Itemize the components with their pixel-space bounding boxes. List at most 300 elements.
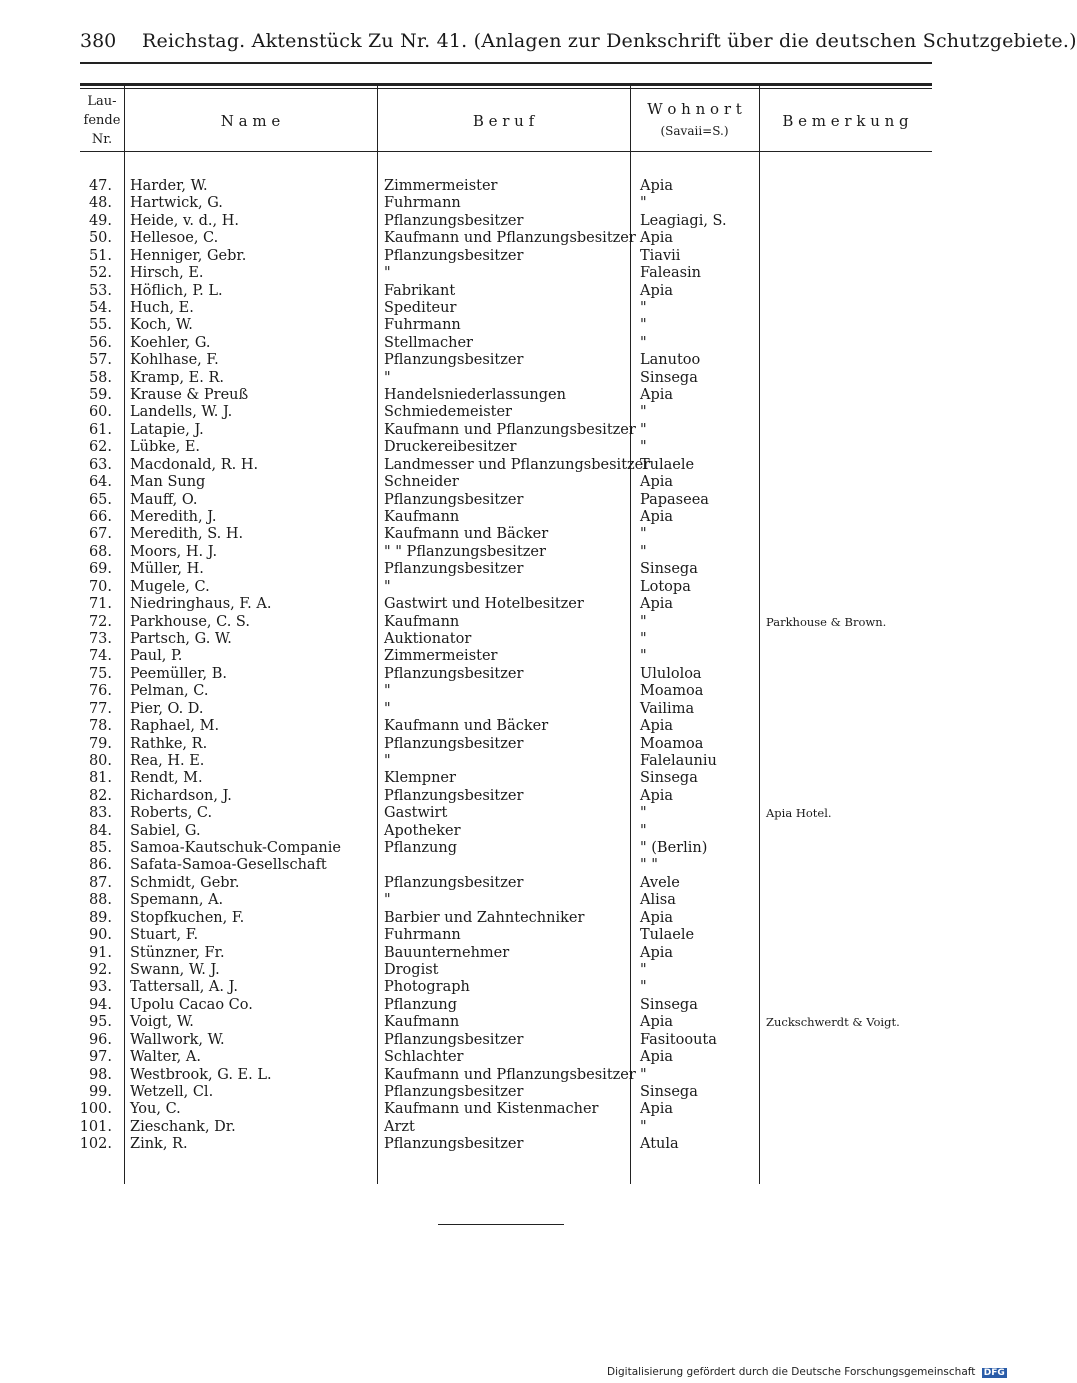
- row-beruf: Kaufmann und Bäcker: [384, 526, 549, 543]
- row-beruf: ": [384, 892, 391, 909]
- row-beruf: Pflanzung: [384, 840, 458, 857]
- row-number: 55.: [88, 317, 112, 334]
- row-wohnort: ": [640, 526, 647, 543]
- row-beruf: Photograph: [384, 979, 470, 996]
- row-wohnort: ": [640, 439, 647, 456]
- row-number: 88.: [88, 892, 112, 909]
- row-name: Pier, O. D.: [130, 700, 204, 717]
- row-beruf: Handelsniederlassungen: [384, 387, 566, 404]
- table-row: [0, 352, 1000, 369]
- table-row: [0, 770, 1000, 787]
- row-name: Meredith, J.: [130, 509, 217, 526]
- row-name: Raphael, M.: [130, 718, 220, 735]
- page-header: [80, 30, 1077, 58]
- row-name: Richardson, J.: [130, 787, 232, 804]
- row-name: Swann, W. J.: [130, 961, 220, 978]
- row-wohnort: " (Berlin): [640, 840, 708, 857]
- row-number: 61.: [88, 421, 112, 438]
- row-wohnort: Alisa: [640, 892, 676, 909]
- row-bemerkung: Apia Hotel.: [766, 806, 832, 821]
- row-name: Müller, H.: [130, 561, 204, 578]
- table-row: [0, 631, 1000, 648]
- row-name: Spemann, A.: [130, 892, 224, 909]
- table-row: [0, 387, 1000, 404]
- row-wohnort: ": [640, 1118, 647, 1135]
- row-name: Koch, W.: [130, 317, 193, 334]
- row-number: 91.: [88, 944, 112, 961]
- row-beruf: Klempner: [384, 770, 456, 787]
- row-wohnort: Apia: [640, 230, 674, 247]
- row-number: 64.: [88, 474, 112, 491]
- row-number: 77.: [88, 700, 112, 717]
- table-row: [0, 230, 1000, 247]
- table-row: [0, 213, 1000, 230]
- row-wohnort: Apia: [640, 596, 674, 613]
- row-beruf: Kaufmann und Kistenmacher: [384, 1101, 599, 1118]
- row-beruf: Spediteur: [384, 299, 457, 316]
- row-name: Paul, P.: [130, 648, 183, 665]
- row-beruf: ": [384, 683, 391, 700]
- row-number: 76.: [88, 683, 112, 700]
- row-beruf: Pflanzungsbesitzer: [384, 491, 524, 508]
- row-beruf: Kaufmann: [384, 1014, 460, 1031]
- row-wohnort: Leagiagi, S.: [640, 212, 727, 229]
- row-beruf: Kaufmann: [384, 509, 460, 526]
- page-number: 380: [80, 30, 117, 52]
- table-row: [0, 492, 1000, 509]
- row-beruf: Pflanzungsbesitzer: [384, 787, 524, 804]
- header-bottom-rule: [80, 151, 932, 152]
- column-header-bemerkung: B e m e r k u n g: [782, 112, 909, 130]
- row-wohnort: Papaseea: [640, 491, 709, 508]
- table-row: [0, 283, 1000, 300]
- table-row: [0, 544, 1000, 561]
- table-row: [0, 927, 1000, 944]
- row-number: 101.: [79, 1118, 112, 1135]
- row-wohnort: Vailima: [640, 700, 695, 717]
- row-number: 81.: [88, 770, 112, 787]
- dfg-logo: DFG: [983, 1368, 1005, 1378]
- row-beruf: ": [384, 578, 391, 595]
- row-bemerkung: Zuckschwerdt & Voigt.: [766, 1015, 900, 1030]
- row-beruf: Fuhrmann: [384, 317, 461, 334]
- row-number: 80.: [88, 752, 112, 769]
- row-wohnort: ": [640, 299, 647, 316]
- row-wohnort: Apia: [640, 178, 674, 194]
- row-beruf: Landmesser und Pflanzungsbesitzer: [384, 456, 651, 473]
- row-name: Meredith, S. H.: [130, 526, 244, 543]
- row-wohnort: " ": [640, 857, 658, 874]
- row-wohnort: Ululoloa: [640, 665, 702, 682]
- row-name: Rathke, R.: [130, 735, 208, 752]
- table-row: [0, 195, 1000, 212]
- row-number: 90.: [88, 927, 112, 944]
- row-number: 71.: [88, 596, 112, 613]
- row-wohnort: ": [640, 613, 647, 630]
- row-wohnort: ": [640, 805, 647, 822]
- table-row: [0, 561, 1000, 578]
- row-number: 98.: [88, 1066, 112, 1083]
- row-name: Niedringhaus, F. A.: [130, 596, 272, 613]
- row-beruf: Kaufmann und Pflanzungsbesitzer: [384, 230, 636, 247]
- row-beruf: Fuhrmann: [384, 195, 461, 212]
- row-wohnort: ": [640, 630, 647, 647]
- row-wohnort: Moamoa: [640, 735, 704, 752]
- row-number: 83.: [88, 805, 112, 822]
- row-name: Peemüller, B.: [130, 665, 228, 682]
- table-row: [0, 1136, 1000, 1153]
- row-wohnort: Apia: [640, 1014, 674, 1031]
- row-beruf: Pflanzungsbesitzer: [384, 665, 524, 682]
- table-row: [0, 875, 1000, 892]
- table-body: [0, 178, 1000, 1154]
- footer-text: Digitalisierung gefördert durch die Deutsche Forschungsgemeinschaft: [607, 1366, 976, 1378]
- table-top-rule: [80, 83, 932, 86]
- table-row: [0, 457, 1000, 474]
- row-beruf: Pflanzungsbesitzer: [384, 247, 524, 264]
- row-wohnort: Sinsega: [640, 770, 698, 787]
- row-number: 84.: [88, 822, 112, 839]
- row-number: 58.: [88, 369, 112, 386]
- row-number: 65.: [88, 491, 112, 508]
- row-number: 78.: [88, 718, 112, 735]
- row-beruf: Pflanzung: [384, 996, 458, 1013]
- table-row: [0, 509, 1000, 526]
- row-name: Schmidt, Gebr.: [130, 874, 240, 891]
- row-wohnort: Sinsega: [640, 1083, 698, 1100]
- row-name: Pelman, C.: [130, 683, 209, 700]
- row-beruf: Kaufmann: [384, 613, 460, 630]
- row-name: Roberts, C.: [130, 805, 213, 822]
- column-header-name: N a m e: [220, 112, 281, 130]
- header-rule: [80, 62, 932, 64]
- row-number: 82.: [88, 787, 112, 804]
- row-beruf: ": [384, 369, 391, 386]
- table-row: [0, 300, 1000, 317]
- row-number: 62.: [88, 439, 112, 456]
- row-beruf: Pflanzungsbesitzer: [384, 735, 524, 752]
- row-wohnort: ": [640, 195, 647, 212]
- row-beruf: Pflanzungsbesitzer: [384, 561, 524, 578]
- row-beruf: Apotheker: [384, 822, 461, 839]
- row-wohnort: ": [640, 822, 647, 839]
- row-beruf: ": [384, 752, 391, 769]
- row-beruf: Pflanzungsbesitzer: [384, 1083, 524, 1100]
- row-wohnort: Sinsega: [640, 996, 698, 1013]
- table-row: [0, 718, 1000, 735]
- table-row: [0, 1049, 1000, 1066]
- row-wohnort: Tulaele: [640, 927, 695, 944]
- table-row: [0, 422, 1000, 439]
- row-beruf: Bauunternehmer: [384, 944, 510, 961]
- footer: [607, 1366, 1007, 1378]
- row-wohnort: Apia: [640, 787, 674, 804]
- row-wohnort: Sinsega: [640, 561, 698, 578]
- row-name: Kramp, E. R.: [130, 369, 224, 386]
- row-wohnort: Apia: [640, 509, 674, 526]
- row-name: Walter, A.: [130, 1049, 201, 1066]
- row-name: Zink, R.: [130, 1136, 188, 1153]
- table-row: [0, 614, 1000, 631]
- row-wohnort: Apia: [640, 909, 674, 926]
- row-name: Henniger, Gebr.: [130, 247, 247, 264]
- row-number: 100.: [79, 1101, 112, 1118]
- row-name: Rendt, M.: [130, 770, 203, 787]
- row-wohnort: Apia: [640, 282, 674, 299]
- row-name: Mugele, C.: [130, 578, 210, 595]
- column-header-beruf: B e r u f: [472, 112, 535, 130]
- row-wohnort: Falelauniu: [640, 752, 717, 769]
- table-row: [0, 596, 1000, 613]
- table-row: [0, 648, 1000, 665]
- table-row: [0, 857, 1000, 874]
- row-wohnort: Atula: [640, 1136, 679, 1153]
- row-wohnort: Sinsega: [640, 369, 698, 386]
- row-name: Samoa-Kautschuk-Companie: [130, 840, 341, 857]
- row-number: 53.: [88, 282, 112, 299]
- row-beruf: Druckereibesitzer: [384, 439, 517, 456]
- row-name: Heide, v. d., H.: [130, 212, 239, 229]
- row-number: 66.: [88, 509, 112, 526]
- row-name: Parkhouse, C. S.: [130, 613, 250, 630]
- row-wohnort: ": [640, 1066, 647, 1083]
- row-beruf: Fabrikant: [384, 282, 456, 299]
- column-header-wohnort-sub: (Savaii=S.): [660, 124, 729, 138]
- row-name: Wetzell, Cl.: [130, 1083, 214, 1100]
- row-number: 67.: [88, 526, 112, 543]
- table-row: [0, 945, 1000, 962]
- row-number: 63.: [88, 456, 112, 473]
- row-name: You, C.: [130, 1101, 181, 1118]
- table-row: [0, 788, 1000, 805]
- table-row: [0, 823, 1000, 840]
- row-wohnort: ": [640, 961, 647, 978]
- table-row: [0, 962, 1000, 979]
- row-beruf: Kaufmann und Pflanzungsbesitzer: [384, 1066, 636, 1083]
- table-row: [0, 579, 1000, 596]
- row-wohnort: Lotopa: [640, 578, 691, 595]
- row-name: Stünzner, Fr.: [130, 944, 225, 961]
- row-beruf: Pflanzungsbesitzer: [384, 874, 524, 891]
- row-number: 49.: [88, 212, 112, 229]
- table-row: [0, 840, 1000, 857]
- table-row: [0, 317, 1000, 334]
- row-beruf: Pflanzungsbesitzer: [384, 212, 524, 229]
- row-beruf: Zimmermeister: [384, 648, 498, 665]
- row-beruf: ": [384, 700, 391, 717]
- table-row: [0, 979, 1000, 996]
- row-name: Stopfkuchen, F.: [130, 909, 245, 926]
- row-name: Landells, W. J.: [130, 404, 233, 421]
- table-row: [0, 248, 1000, 265]
- row-beruf: Zimmermeister: [384, 178, 498, 194]
- row-beruf: Auktionator: [384, 630, 472, 647]
- row-name: Man Sung: [130, 474, 206, 491]
- table-row: [0, 1014, 1000, 1031]
- row-beruf: ": [384, 265, 391, 282]
- table-row: [0, 701, 1000, 718]
- row-number: 73.: [88, 630, 112, 647]
- column-header-nr: Lau- fende Nr.: [83, 94, 121, 147]
- row-number: 57.: [88, 352, 112, 369]
- table-row: [0, 1119, 1000, 1136]
- row-wohnort: Apia: [640, 387, 674, 404]
- table-row: [0, 666, 1000, 683]
- row-name: Wallwork, W.: [130, 1031, 225, 1048]
- row-name: Upolu Cacao Co.: [130, 996, 253, 1013]
- row-name: Höflich, P. L.: [130, 282, 223, 299]
- row-beruf: Fuhrmann: [384, 927, 461, 944]
- row-wohnort: Apia: [640, 1101, 674, 1118]
- row-number: 97.: [88, 1049, 112, 1066]
- row-name: Macdonald, R. H.: [130, 456, 259, 473]
- row-number: 69.: [88, 561, 112, 578]
- row-beruf: Drogist: [384, 961, 439, 978]
- row-wohnort: Fasitoouta: [640, 1031, 717, 1048]
- row-number: 94.: [88, 996, 112, 1013]
- row-name: Hartwick, G.: [130, 195, 223, 212]
- row-beruf: Kaufmann und Bäcker: [384, 718, 549, 735]
- table-row: [0, 736, 1000, 753]
- row-wohnort: ": [640, 404, 647, 421]
- row-name: Kohlhase, F.: [130, 352, 219, 369]
- table-row: [0, 1067, 1000, 1084]
- row-name: Koehler, G.: [130, 334, 211, 351]
- table-row: [0, 1101, 1000, 1118]
- row-wohnort: Lanutoo: [640, 352, 701, 369]
- row-number: 89.: [88, 909, 112, 926]
- row-wohnort: Apia: [640, 944, 674, 961]
- row-number: 54.: [88, 299, 112, 316]
- row-name: Partsch, G. W.: [130, 630, 232, 647]
- table-row: [0, 1032, 1000, 1049]
- row-name: Hirsch, E.: [130, 265, 204, 282]
- row-number: 102.: [79, 1136, 112, 1153]
- row-wohnort: ": [640, 543, 647, 560]
- row-wohnort: ": [640, 317, 647, 334]
- row-number: 56.: [88, 334, 112, 351]
- row-wohnort: ": [640, 979, 647, 996]
- row-number: 92.: [88, 961, 112, 978]
- column-header-wohnort: W o h n o r t: [647, 100, 742, 118]
- row-name: Lübke, E.: [130, 439, 201, 456]
- row-number: 47.: [88, 178, 112, 194]
- table-row: [0, 404, 1000, 421]
- row-wohnort: Moamoa: [640, 683, 704, 700]
- row-beruf: Pflanzungsbesitzer: [384, 352, 524, 369]
- row-wohnort: Apia: [640, 474, 674, 491]
- row-number: 99.: [88, 1083, 112, 1100]
- row-number: 79.: [88, 735, 112, 752]
- table-row: [0, 805, 1000, 822]
- row-number: 68.: [88, 543, 112, 560]
- table-row: [0, 892, 1000, 909]
- table-row: [0, 370, 1000, 387]
- end-rule: [438, 1224, 564, 1225]
- row-wohnort: ": [640, 421, 647, 438]
- row-name: Latapie, J.: [130, 421, 204, 438]
- row-number: 60.: [88, 404, 112, 421]
- table-row: [0, 1084, 1000, 1101]
- row-beruf: Arzt: [384, 1118, 415, 1135]
- row-beruf: Pflanzungsbesitzer: [384, 1031, 524, 1048]
- row-name: Tattersall, A. J.: [130, 979, 238, 996]
- row-number: 48.: [88, 195, 112, 212]
- row-name: Mauff, O.: [130, 491, 198, 508]
- row-number: 75.: [88, 665, 112, 682]
- row-name: Westbrook, G. E. L.: [130, 1066, 272, 1083]
- row-number: 86.: [88, 857, 112, 874]
- row-number: 70.: [88, 578, 112, 595]
- row-name: Harder, W.: [130, 178, 208, 194]
- row-wohnort: Faleasin: [640, 265, 702, 282]
- row-number: 87.: [88, 874, 112, 891]
- row-wohnort: Apia: [640, 718, 674, 735]
- row-name: Moors, H. J.: [130, 543, 218, 560]
- row-wohnort: Tulaele: [640, 456, 695, 473]
- row-number: 59.: [88, 387, 112, 404]
- row-bemerkung: Parkhouse & Brown.: [766, 614, 887, 629]
- table-row: [0, 683, 1000, 700]
- row-number: 96.: [88, 1031, 112, 1048]
- table-row: [0, 753, 1000, 770]
- table-row: [0, 439, 1000, 456]
- row-name: Stuart, F.: [130, 927, 199, 944]
- row-name: Sabiel, G.: [130, 822, 201, 839]
- row-wohnort: Avele: [640, 874, 680, 891]
- row-beruf: Kaufmann und Pflanzungsbesitzer: [384, 421, 636, 438]
- row-number: 74.: [88, 648, 112, 665]
- table-top-rule-thin: [80, 88, 932, 89]
- table-row: [0, 335, 1000, 352]
- row-beruf: Schmiedemeister: [384, 404, 512, 421]
- row-wohnort: ": [640, 334, 647, 351]
- row-number: 50.: [88, 230, 112, 247]
- row-beruf: Schlachter: [384, 1049, 464, 1066]
- row-name: Hellesoe, C.: [130, 230, 219, 247]
- row-number: 52.: [88, 265, 112, 282]
- table-row: [0, 910, 1000, 927]
- table-row: [0, 526, 1000, 543]
- table-row: [0, 265, 1000, 282]
- row-beruf: " " Pflanzungsbesitzer: [384, 543, 546, 560]
- row-number: 72.: [88, 613, 112, 630]
- row-beruf: Gastwirt: [384, 805, 448, 822]
- row-wohnort: Apia: [640, 1049, 674, 1066]
- table-row: [0, 474, 1000, 491]
- row-number: 51.: [88, 247, 112, 264]
- row-beruf: Barbier und Zahntechniker: [384, 909, 585, 926]
- row-wohnort: Tiavii: [640, 247, 681, 264]
- row-name: Rea, H. E.: [130, 752, 205, 769]
- row-name: Safata-Samoa-Gesellschaft: [130, 857, 327, 874]
- page-title: Reichstag. Aktenstück Zu Nr. 41. (Anlagen zur Denkschrift über die deutschen Schutzgebiete.): [142, 30, 1077, 52]
- row-beruf: Schneider: [384, 474, 459, 491]
- row-number: 93.: [88, 979, 112, 996]
- row-number: 85.: [88, 840, 112, 857]
- row-wohnort: ": [640, 648, 647, 665]
- table-row: [0, 178, 1000, 195]
- table-row: [0, 997, 1000, 1014]
- row-name: Krause & Preuß: [130, 387, 249, 404]
- row-beruf: Pflanzungsbesitzer: [384, 1136, 524, 1153]
- row-number: 95.: [88, 1014, 112, 1031]
- row-beruf: Stellmacher: [384, 334, 473, 351]
- row-name: Voigt, W.: [130, 1014, 194, 1031]
- row-name: Zieschank, Dr.: [130, 1118, 236, 1135]
- row-beruf: Gastwirt und Hotelbesitzer: [384, 596, 584, 613]
- row-name: Huch, E.: [130, 299, 194, 316]
